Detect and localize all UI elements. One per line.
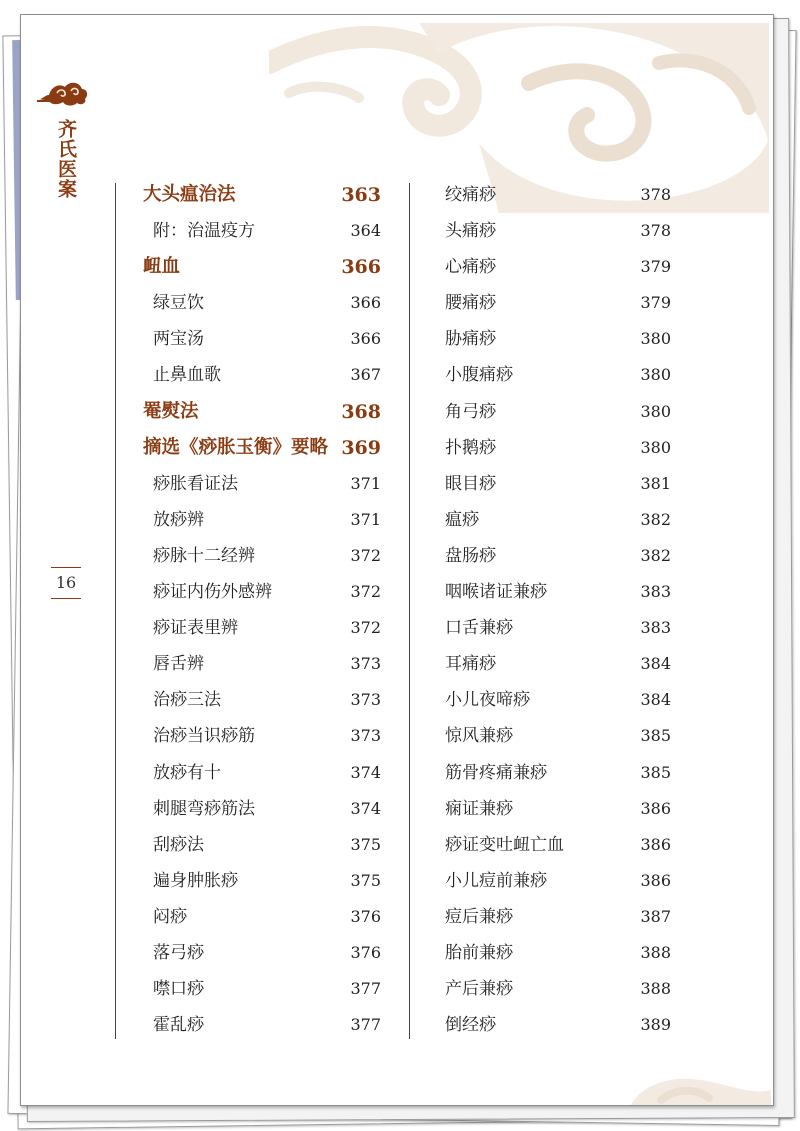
toc-entry-title: 附：治温疫方	[153, 221, 255, 242]
toc-entry-page: 376	[350, 906, 381, 926]
toc-entry-title: 绞痛痧	[445, 185, 496, 205]
toc-entry	[445, 935, 671, 971]
book-page	[20, 14, 774, 1106]
toc-entry-title: 筋骨疼痛兼痧	[445, 762, 547, 783]
toc-entry-title: 大头瘟治法	[143, 184, 236, 205]
toc-entry	[445, 682, 671, 718]
toc-entry-page: 374	[350, 798, 381, 818]
toc-entry	[143, 357, 381, 393]
toc-entry-title: 小腹痛痧	[445, 365, 513, 386]
toc-entry	[143, 899, 381, 935]
toc-entry-title: 小儿夜啼痧	[445, 690, 530, 711]
toc-entry-title: 痧脉十二经辨	[153, 545, 255, 566]
toc-entry-title: 扑鹅痧	[445, 437, 496, 458]
toc-entry	[143, 285, 381, 321]
toc-entry-page: 384	[640, 690, 671, 710]
toc-entry	[143, 249, 381, 285]
page-number-bottom-rule	[51, 598, 81, 599]
toc-entry-page: 377	[350, 1015, 381, 1035]
toc-entry-page: 379	[640, 257, 671, 277]
toc-entry-page: 371	[350, 473, 381, 493]
toc-entry	[143, 971, 381, 1007]
toc-entry-title: 产后兼痧	[445, 979, 513, 1000]
toc-entry	[445, 466, 671, 502]
toc-entry	[143, 682, 381, 718]
toc-left-column	[143, 177, 381, 1043]
toc-entry	[445, 646, 671, 682]
toc-entry	[143, 610, 381, 646]
book-title-vertical: 齐氏医案	[55, 119, 77, 199]
toc-entry-title: 胎前兼痧	[445, 942, 513, 963]
toc-entry-page: 371	[350, 509, 381, 529]
toc-entry-page: 382	[640, 545, 671, 565]
toc-entry-page: 373	[350, 726, 381, 746]
toc-entry-page: 372	[350, 545, 381, 565]
toc-entry-title: 腰痛痧	[445, 293, 496, 314]
toc-right-column	[445, 177, 671, 1043]
toc-entry	[445, 285, 671, 321]
toc-entry-title: 眼目痧	[445, 473, 496, 494]
toc-entry-title: 痘后兼痧	[445, 906, 513, 927]
toc-entry-page: 366	[350, 329, 381, 349]
page-number-block	[51, 567, 81, 599]
toc-entry	[143, 213, 381, 249]
toc-entry-page: 388	[640, 979, 671, 999]
center-divider-line	[409, 183, 410, 1039]
toc-entry-title: 痧证表里辨	[153, 618, 238, 639]
toc-entry	[445, 791, 671, 827]
toc-entry-title: 刮痧法	[153, 834, 204, 855]
toc-entry-page: 369	[341, 436, 381, 459]
toc-entry	[445, 971, 671, 1007]
toc-entry-page: 366	[350, 293, 381, 313]
toc-entry-title: 胁痛痧	[445, 329, 496, 350]
toc-entry	[445, 177, 671, 213]
toc-entry	[143, 1007, 381, 1043]
toc-entry-title: 遍身肿胀痧	[153, 870, 238, 891]
toc-entry	[143, 827, 381, 863]
toc-entry-page: 373	[350, 654, 381, 674]
toc-entry	[143, 502, 381, 538]
toc-entry-page: 373	[350, 690, 381, 710]
toc-entry-page: 375	[350, 834, 381, 854]
toc-entry	[445, 538, 671, 574]
toc-entry-title: 耳痛痧	[445, 654, 496, 675]
toc-entry-title: 噤口痧	[153, 979, 204, 1000]
toc-entry-page: 384	[640, 654, 671, 674]
toc-entry-title: 治痧三法	[153, 690, 221, 711]
toc-entry-title: 罨熨法	[143, 400, 199, 422]
toc-entry-page: 380	[640, 365, 671, 385]
toc-entry	[445, 610, 671, 646]
toc-entry	[143, 430, 381, 466]
toc-entry-title: 刺腿弯痧筋法	[153, 798, 255, 819]
toc-entry	[445, 249, 671, 285]
toc-entry-page: 378	[640, 221, 671, 241]
toc-entry-page: 367	[350, 365, 381, 385]
toc-entry-page: 363	[341, 184, 381, 206]
toc-entry-title: 治痧当识痧筋	[153, 726, 255, 747]
toc-entry-title: 两宝汤	[153, 329, 204, 350]
toc-entry-page: 380	[640, 401, 671, 421]
toc-entry	[445, 1007, 671, 1043]
toc-entry-title: 霍乱痧	[153, 1015, 204, 1036]
toc-entry	[445, 357, 671, 393]
toc-entry	[143, 466, 381, 502]
toc-entry	[445, 430, 671, 466]
cloud-pattern-bottom	[621, 1070, 771, 1105]
toc-entry	[143, 177, 381, 213]
toc-entry-page: 376	[350, 942, 381, 962]
toc-entry-page: 375	[350, 870, 381, 890]
toc-entry-page: 387	[640, 906, 671, 926]
toc-entry-page: 372	[350, 618, 381, 638]
toc-entry-title: 惊风兼痧	[445, 726, 513, 747]
auspicious-cloud-logo-icon	[37, 77, 89, 107]
toc-entry-title: 小儿痘前兼痧	[445, 870, 547, 891]
toc-entry-title: 痧胀看证法	[153, 473, 238, 494]
toc-entry-page: 382	[640, 509, 671, 529]
toc-entry-page: 388	[640, 942, 671, 962]
toc-entry-title: 咽喉诸证兼痧	[445, 582, 547, 603]
toc-entry-title: 摘选《痧胀玉衡》要略	[143, 436, 329, 458]
toc-entry-title: 衄血	[143, 256, 181, 278]
toc-entry	[143, 574, 381, 610]
toc-entry-page: 368	[341, 400, 381, 423]
toc-entry	[143, 646, 381, 682]
toc-entry-page: 389	[640, 1015, 671, 1035]
toc-entry	[445, 213, 671, 249]
page-number: 16	[55, 573, 77, 592]
toc-entry-page: 380	[640, 437, 671, 457]
toc-entry-page: 381	[640, 473, 671, 493]
toc-entry-page: 386	[640, 798, 671, 818]
toc-entry-title: 头痛痧	[445, 221, 496, 242]
toc-entry-page: 366	[341, 256, 381, 279]
toc-entry	[445, 321, 671, 357]
toc-entry-title: 盘肠痧	[445, 545, 496, 566]
toc-entry-title: 口舌兼痧	[445, 618, 513, 639]
toc-entry-page: 377	[350, 979, 381, 999]
toc-entry-title: 痧证内伤外感辨	[153, 582, 272, 603]
toc-entry-title: 唇舌辨	[153, 654, 204, 675]
toc-entry-page: 383	[640, 618, 671, 638]
toc-entry	[143, 755, 381, 791]
toc-entry-title: 止鼻血歌	[153, 365, 221, 386]
toc-entry-title: 放痧辨	[153, 509, 204, 530]
toc-entry	[445, 827, 671, 863]
toc-entry	[445, 394, 671, 430]
toc-entry-title: 闷痧	[153, 906, 187, 927]
toc-entry-title: 心痛痧	[445, 257, 496, 278]
toc-entry-page: 374	[350, 762, 381, 782]
toc-entry-title: 痫证兼痧	[445, 798, 513, 819]
toc-entry-page: 380	[640, 329, 671, 349]
toc-entry-page: 378	[640, 185, 671, 204]
toc-entry-title: 倒经痧	[445, 1015, 496, 1036]
toc-entry	[445, 863, 671, 899]
toc-entry	[445, 502, 671, 538]
toc-entry-title: 瘟痧	[445, 509, 479, 530]
toc-entry	[445, 718, 671, 754]
toc-entry	[445, 899, 671, 935]
toc-entry	[445, 755, 671, 791]
toc-entry	[143, 538, 381, 574]
toc-entry-page: 386	[640, 834, 671, 854]
toc-entry	[143, 791, 381, 827]
toc-entry	[143, 935, 381, 971]
toc-entry-page: 364	[350, 221, 381, 241]
left-divider-line	[115, 183, 116, 1039]
toc-entry-page: 383	[640, 582, 671, 602]
toc-entry	[143, 718, 381, 754]
toc-entry	[143, 863, 381, 899]
toc-entry-page: 386	[640, 870, 671, 890]
toc-entry-page: 385	[640, 762, 671, 782]
toc-entry-page: 372	[350, 582, 381, 602]
toc-entry-title: 绿豆饮	[153, 293, 204, 314]
toc-entry	[143, 321, 381, 357]
toc-entry-title: 角弓痧	[445, 401, 496, 422]
toc-entry-page: 385	[640, 726, 671, 746]
toc-entry	[143, 394, 381, 430]
toc-entry	[445, 574, 671, 610]
toc-entry-title: 痧证变吐衄亡血	[445, 834, 564, 855]
toc-entry-title: 放痧有十	[153, 762, 221, 783]
toc-entry-page: 379	[640, 293, 671, 313]
toc-entry-title: 落弓痧	[153, 942, 204, 963]
